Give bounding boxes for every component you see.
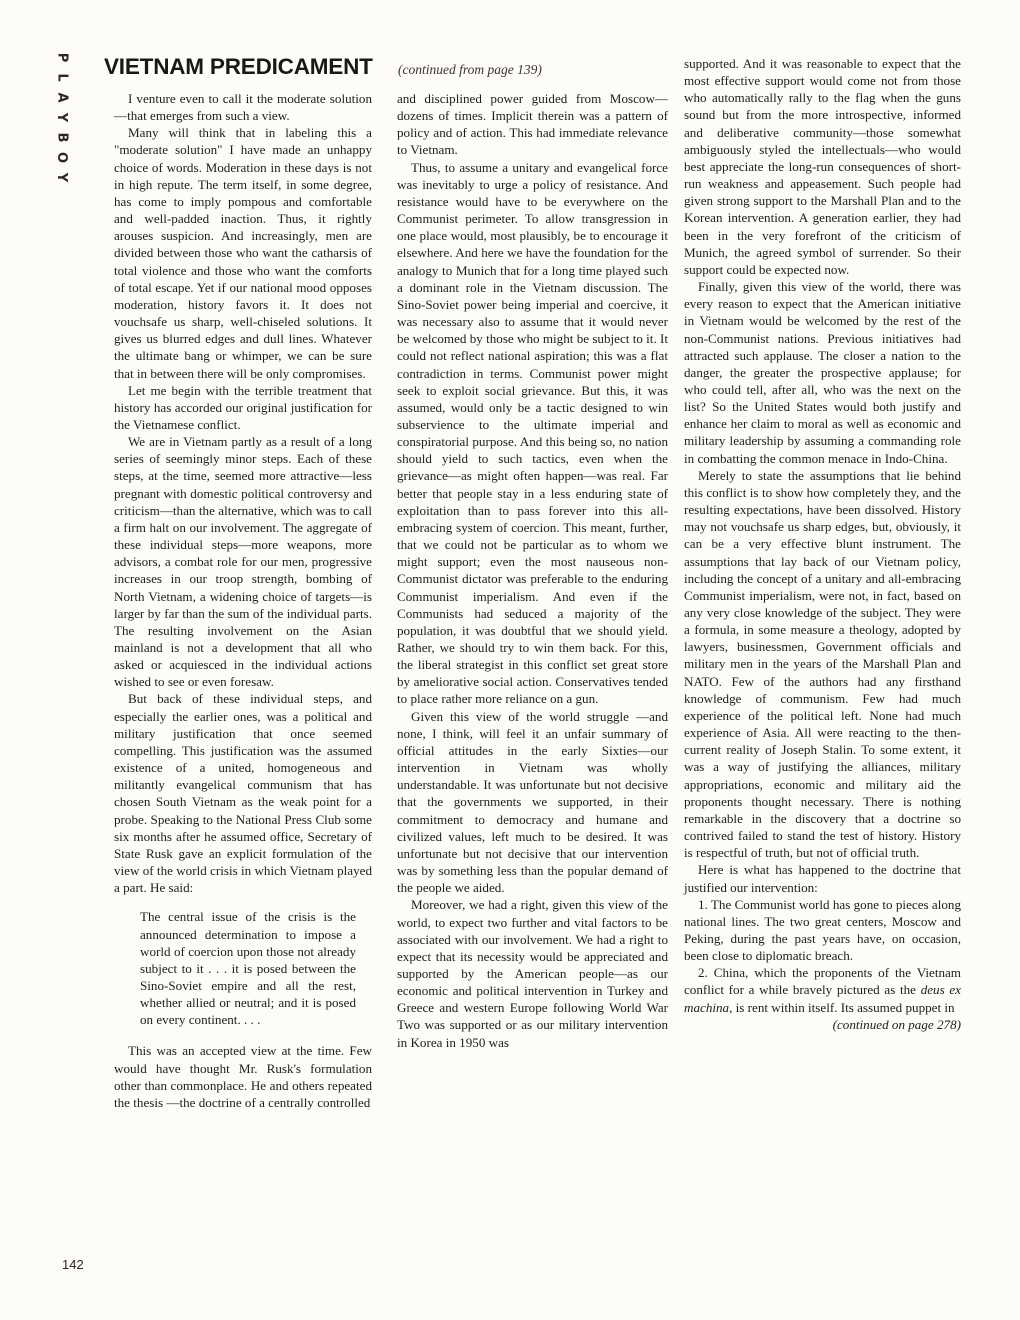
spine-letter: P (54, 52, 70, 63)
block-quote (140, 908, 356, 1028)
quote-text: The central issue of the crisis is the announced determination to impose a world of coercion upon those not already subject to it . . . it is posed between the Sino-Soviet empire and all the rest, whether allied or neutral; and it is posed on every continent. . . . (140, 909, 356, 1028)
text-run: 2. China, which the proponents of the Vietnam conflict for a while bravely pictured as the (684, 965, 961, 998)
paragraph: Merely to state the assumptions that lie behind this conflict is to show how completely they, and the resulting expectations, have been dissolved. History may not vouchsafe us sharp edges, but, obviously, it can be a very effective blunt instrument. The assumptions that lay back of our Vietnam policy, including the concept of a unitary and all-embracing Communist imperialism, were not, in fact, based on any very close knowledge of the subject. They were a formula, in some measure a theology, adopted by lawyers, businessmen, Government officials and military men in the years of the Marshall Plan and NATO. Few of the authors had any firsthand knowledge of communism. Few had much experience of the political left. None had much experience of Asia. All were reacting to the then-current reality of Joseph Stalin. To some extent, it was a way of justifying the alliances, military appropriations, economic and military aid the proponents thought necessary. There is nothing remarkable in the discovery that a doctrine so contrived failed to stand the test of history. History is respectful of truth, but not of official truth. (684, 467, 961, 861)
paragraph: Thus, to assume a unitary and evangelical force was inevitably to urge a policy of resistance. And resistance would have to be everywhere on the Communist perimeter. To allow transgression in one place would, most plausibly, be to encourage it elsewhere. And here we have the foundation for the analogy to Munich that for a long time played such a dominant role in the Vietnam discussion. The Sino-Soviet power being imperial and coercive, it was necessary also to assume that it would never be welcomed by those who might be subject to it. It could not reflect national aspiration; this was a flat contradiction in terms. Communist power might seek to exploit social grievance. But this, it was assumed, would only be a tactic designed to win subservience to the ultimate imperial and conspiratorial purpose. And this being so, no nation should yield to such tactics, even when the grievance—as might often happen—was real. Far better that people stay in a less enduring state of exploitation than to pass forever into this all-embracing system of coercion. This meant, further, that we could not be particular as to whom we might support; even the most nauseous non-Communist dictator was preferable to the enduring Communist imperialism. And even if the Communists had seduced a majority of the population, it was doubtful that we should yield. Rather, we should try to win them back. For this, the liberal strategist in this conflict set great store by ameliorative social action. Conservatives tended to place rather more reliance on a gun. (397, 159, 668, 707)
magazine-spine-logo (52, 52, 72, 183)
paragraph: Let me begin with the terrible treatment that history has accorded our original justification for the Vietnamese conflict. (114, 382, 372, 432)
spine-letter: Y (54, 112, 70, 123)
spine-letter: Y (54, 172, 70, 183)
column-2 (397, 90, 668, 1051)
article-title: VIETNAM PREDICAMENT (104, 54, 373, 79)
column-1 (114, 90, 372, 1111)
paragraph: and disciplined power guided from Moscow—dozens of times. Implicit therein was a pattern of policy and of action. This had immediate relevance to Vietnam. (397, 91, 668, 158)
paragraph: Given this view of the world struggle —and none, I think, will feel it an unfair summary of official attitudes in the early Sixties—our intervention in Vietnam was wholly understandable. It was unfortunate but not decisive that the governments we supported, in their commitment to democracy and humane and civilized values, left much to be desired. It was unfortunate but not decisive that our intervention was by something less than the popular demand of the people we aided. (397, 708, 668, 896)
continued-on-note: (continued on page 278) (832, 1016, 961, 1032)
paragraph: I venture even to call it the moderate solution—that emerges from such a view. (114, 91, 372, 124)
paragraph: Here is what has happened to the doctrine that justified our intervention: (684, 862, 961, 895)
page-number: 142 (62, 1257, 84, 1272)
paragraph: Finally, given this view of the world, there was every reason to expect that the American initiative in Vietnam would be welcomed by the rest of the non-Communist nations. Previous initiatives had attracted such applause. The closer a nation to the danger, the greater the prospective applause; for who could tell, after all, who was the next on the list? So the United States would both justify and enhance her claim to moral as well as economic and military leadership by assuming a commanding role in combatting the common menace in Indo-China. (684, 279, 961, 466)
continued-from-note: (continued from page 139) (398, 62, 542, 77)
paragraph: Moreover, we had a right, given this view of the world, to expect two further and vital factors to be associated with our involvement. We had a right to expect that its necessity would be appreciated and supported by the American people—as our economic and political intervention in Turkey and Greece and western Europe following World War Two was supported or as our military intervention in Korea in 1950 was (397, 897, 668, 1050)
spine-letter: B (54, 132, 70, 143)
paragraph: 1. The Communist world has gone to pieces along national lines. The two great centers, Moscow and Peking, during the past years have, on occasion, been close to diplomatic breach. (684, 896, 961, 964)
paragraph: We are in Vietnam partly as a result of a long series of seemingly minor steps. Each of these steps, at the time, seemed more attractive—less pregnant with domestic political controversy and criticism—than the alternative, which was to call a firm halt on our involvement. The aggregate of these individual steps—more weapons, more advisors, a combat role for our men, progressive increases in our troop strength, bombing of North Vietnam, a widening choice of targets—is larger by far than the sum of the individual parts. The resulting involvement on the Asian mainland is not a development that all who asked or acquiesced in the individual actions wished to see or even foresaw. (114, 434, 372, 690)
paragraph: supported. And it was reasonable to expect that the most effective support would come not from those who automatically rally to the flag when the guns sound but from the more introspective, informed and deliberative community—those somewhat ambiguously styled the intellectuals—who would best appreciate the long-run consequences of short-run weakness and appeasement. Such people had given strong support to the Marshall Plan and to the Korean intervention. A generation earlier, they had been in the very forefront of the criticism of Munich, the agreed symbol of surrender. So their support could be expected now. (684, 56, 961, 277)
text-run: , is rent within itself. Its assumed puppet in (729, 999, 955, 1015)
spine-letter: A (54, 92, 70, 103)
spine-letter: O (54, 151, 70, 164)
paragraph: But back of these individual steps, and especially the earlier ones, was a political and military justification that once seemed compelling. This justification was the assumed existence of a united, homogeneous and militantly evangelical communism that has chosen South Vietnam as the weak point for a probe. Speaking to the National Press Club some six months after he assumed office, Secretary of State Rusk gave an explicit formulation of the view of the world crisis in which Vietnam played a part. He said: (114, 691, 372, 896)
column-3 (684, 55, 961, 1033)
latin-phrase: deus ex machina (684, 982, 961, 1015)
spine-letter: L (54, 73, 70, 82)
paragraph (684, 964, 961, 1015)
paragraph: Many will think that in labeling this a "moderate solution" I have made an unhappy choice of words. Moderation in these days is not in high repute. The term itself, in some degree, has come to imply pompous and comfortable and well-padded inaction. Thus, it rightly arouses suspicion. And increasingly, men are divided between those who want the catharsis of total violence and those who want the comforts of total escape. Yet if our national mood opposes moderation, history favors it. It does not vouchsafe us sharp, well-chiseled solutions. It gives us blurred edges and dull lines. Whatever the ultimate bang or whimper, we can be sure that in between there will be only compromises. (114, 125, 372, 381)
paragraph: This was an accepted view at the time. Few would have thought Mr. Rusk's formulation other than commonplace. He and others repeated the thesis —the doctrine of a centrally controlled (114, 1043, 372, 1110)
